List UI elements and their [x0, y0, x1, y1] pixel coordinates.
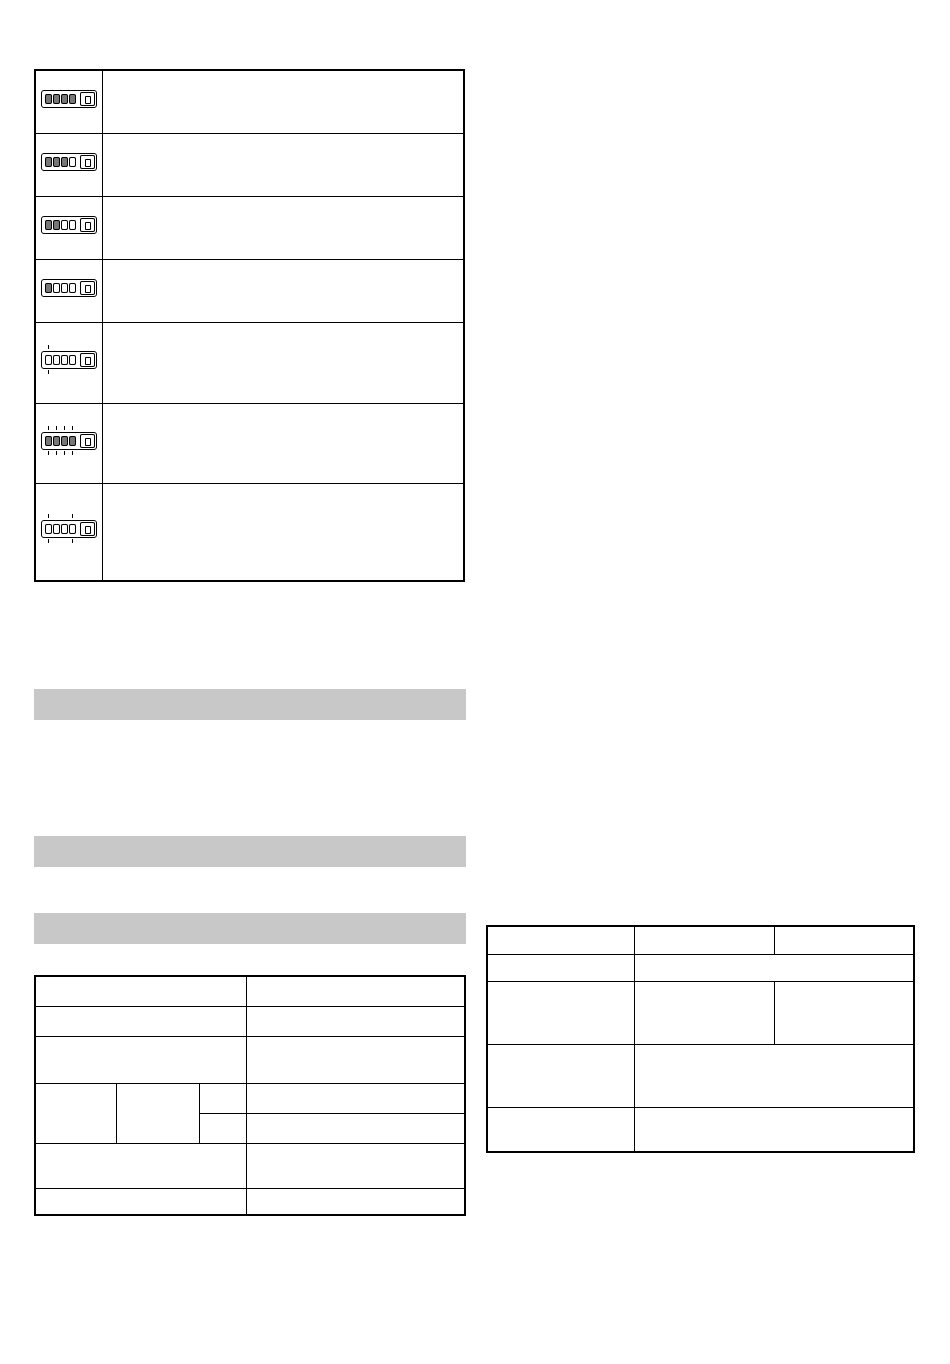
section-heading-bar	[34, 836, 466, 867]
table-cell	[487, 1107, 634, 1152]
battery-icon-cell	[35, 322, 103, 403]
table-cell	[116, 1083, 199, 1143]
battery-indicator-row	[35, 70, 464, 133]
table-row	[35, 1006, 465, 1036]
table-row	[487, 981, 914, 1044]
table-cell	[35, 1036, 246, 1083]
table-cell	[246, 1006, 465, 1036]
table-row	[35, 1036, 465, 1083]
table-cell	[634, 1044, 914, 1107]
table-cell	[634, 926, 774, 954]
table-cell	[246, 1143, 465, 1188]
table-cell	[35, 976, 246, 1006]
table-cell	[774, 981, 914, 1044]
table-row	[35, 976, 465, 1006]
section-heading-bar	[34, 689, 466, 720]
battery-2-bars-icon	[41, 216, 97, 234]
battery-icon-cell	[35, 70, 103, 133]
specification-table	[34, 975, 466, 1216]
table-cell	[246, 1188, 465, 1215]
table-row	[487, 954, 914, 981]
battery-icon-cell	[35, 403, 103, 483]
battery-icon-cell	[35, 483, 103, 581]
table-cell	[199, 1113, 246, 1143]
table-cell	[246, 1083, 465, 1113]
battery-icon-cell	[35, 133, 103, 196]
table-cell	[774, 926, 914, 954]
battery-indicator-row	[35, 133, 464, 196]
table-cell	[35, 1188, 246, 1215]
table-cell	[487, 981, 634, 1044]
table-row	[487, 1044, 914, 1107]
battery-indicator-row	[35, 322, 464, 403]
battery-icon-cell	[35, 196, 103, 259]
table-cell	[487, 1044, 634, 1107]
table-cell	[35, 1143, 246, 1188]
table-cell	[35, 1006, 246, 1036]
table-row	[487, 1107, 914, 1152]
table-row	[35, 1083, 465, 1113]
battery-indicator-row	[35, 403, 464, 483]
battery-description-cell	[103, 259, 465, 322]
battery-3-bars-icon	[41, 153, 97, 171]
battery-description-cell	[103, 403, 465, 483]
section-heading-bar	[34, 913, 466, 944]
battery-4-bars-icon	[41, 90, 97, 108]
battery-indicator-table	[34, 69, 465, 582]
table-row	[35, 1188, 465, 1215]
battery-description-cell	[103, 133, 465, 196]
table-row	[487, 926, 914, 954]
battery-description-cell	[103, 70, 465, 133]
table-cell	[246, 976, 465, 1006]
table-cell	[634, 954, 914, 981]
battery-all-bars-blinking-icon	[41, 432, 97, 450]
battery-1-bar-icon	[41, 279, 97, 297]
table-cell	[487, 926, 634, 954]
table-cell	[634, 981, 774, 1044]
battery-description-cell	[103, 483, 465, 581]
table-cell	[199, 1083, 246, 1113]
table-cell	[246, 1113, 465, 1143]
battery-alternating-blinking-icon	[41, 520, 97, 538]
compatibility-table	[486, 925, 915, 1153]
battery-icon-cell	[35, 259, 103, 322]
battery-indicator-row	[35, 196, 464, 259]
table-cell	[246, 1036, 465, 1083]
table-row	[35, 1143, 465, 1188]
battery-1-bar-blinking-icon	[41, 351, 97, 369]
table-cell	[487, 954, 634, 981]
battery-indicator-row	[35, 483, 464, 581]
battery-description-cell	[103, 322, 465, 403]
table-cell	[634, 1107, 914, 1152]
battery-description-cell	[103, 196, 465, 259]
table-cell	[35, 1083, 116, 1143]
battery-indicator-row	[35, 259, 464, 322]
